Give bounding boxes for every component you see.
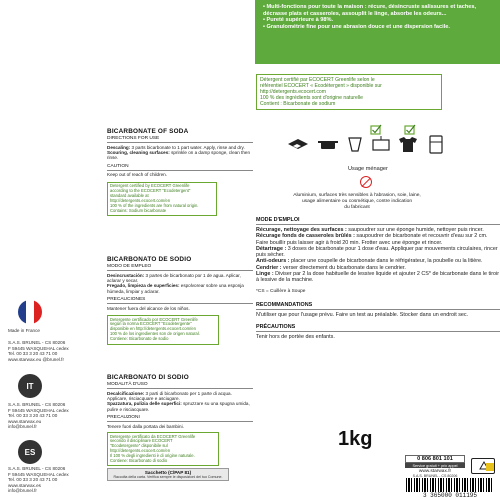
pot-icon bbox=[318, 141, 338, 149]
cert-line: 100 % of the ingredients are from natural origin. bbox=[110, 202, 199, 208]
surfaces-warning bbox=[262, 193, 452, 210]
mode-item: Détartrage : 3 doses de bicarbonate pour 1 dose d'eau. Appliquer par mouvements circulaires, rincer puis sécher. bbox=[256, 245, 498, 259]
reco-head: RECOMMANDATIONS bbox=[256, 302, 500, 310]
mode-item: Anti-odeurs : placer une coupelle de bicarbonate dans le réfrigérateur, la poubelle ou la litière. bbox=[256, 258, 483, 265]
phone-number: 0 806 801 101 bbox=[405, 455, 465, 463]
french-cert-box bbox=[256, 74, 442, 110]
italian-caution-head: PRECAUZIONI bbox=[107, 415, 253, 422]
surfaces-line: Aluminium, surfaces très sensibles à l'abrasion, soie, laine, bbox=[293, 193, 421, 198]
spanish-caution-text: Mantener fuera del alcance de los niños. bbox=[107, 305, 190, 311]
recycle-icon bbox=[471, 458, 495, 474]
prec-text: Tenir hors de portée des enfants. bbox=[256, 334, 335, 341]
english-scouring: Scouring, cleaning surfaces: sprinkle on a damp sponge, clean then rinse. bbox=[107, 149, 251, 161]
italian-descaling: Decalcificazione: 3 parti di bicarbonato per 1 parte di acqua. Applicare, risciacquare e asciugare. bbox=[107, 390, 232, 401]
address-line: Tel. 00 33 3 20 43 71 00 bbox=[8, 351, 58, 357]
italian-directions-head: MODALITÀ D'USO bbox=[107, 382, 253, 389]
cert-line: http://detergents.ecocert.com bbox=[260, 89, 326, 95]
benefits-banner bbox=[255, 0, 500, 64]
cert-line: Détergent certifié par ECOCERT Greenlife selon le bbox=[260, 77, 375, 83]
benefit-item: • Pureté supérieure à 98%. bbox=[263, 17, 334, 24]
phone-sub: Service gratuit + prix appel bbox=[405, 463, 465, 468]
it-flag-icon bbox=[18, 374, 42, 398]
english-descaling: Descaling: 3 parts bicarbonate to 1 part water. Apply, rinse and dry. bbox=[107, 144, 245, 150]
bag-label: Sacchetto (C/PAP 81) bbox=[144, 470, 192, 476]
fridge-icon bbox=[430, 136, 442, 153]
mode-item: Linge : Diviser par 2 la dose habituelle de lessive liquide et ajouter 2 CS* de bicarbonate dans le tiroir à lessive de la machine. bbox=[256, 271, 500, 284]
english-directions-head: DIRECTIONS FOR USE bbox=[107, 136, 253, 143]
spanish-caution-head: PRECAUCIONES bbox=[107, 297, 253, 304]
cert-line: Detergente certificado por ECOCERT Greenlife bbox=[110, 316, 198, 322]
cert-line: Contiene: Bicarbonato de sodio bbox=[110, 336, 169, 342]
prohibited-icon bbox=[360, 176, 372, 188]
cert-line: référentiel ECOCERT « Ecodétergent » disponible sur bbox=[260, 83, 382, 89]
cert-line: 100 % des ingrédients sont d'origine naturelle bbox=[260, 95, 363, 101]
spanish-scouring: Fregado, limpieza de superficies: espolvorear sobre una esponja húmeda, limpiar y aclarar. bbox=[107, 283, 244, 294]
benefit-item: • Granulométrie fine pour une abrasion douce et une dispersion facile. bbox=[263, 23, 450, 30]
english-caution-head: CAUTION bbox=[107, 164, 253, 171]
address-fr bbox=[8, 340, 88, 362]
flag-fr bbox=[18, 300, 42, 324]
cert-line: http://detergents.ecocert.com/en bbox=[110, 197, 171, 203]
address-line: F 59445 WASQUEHAL cedex bbox=[8, 407, 69, 413]
address-small-line: S.A.S. BRUNEL - CS 80206 bbox=[412, 474, 458, 478]
address-line: www.starwax.eu @brunel.fr bbox=[8, 356, 64, 362]
spanish-descaling: Desincrustación: 3 partes de bicarbonato por 1 de agua. Aplicar, aclarar y secar. bbox=[107, 272, 241, 283]
address-es bbox=[8, 466, 88, 494]
cert-line: Contient : Bicarbonate de sodium bbox=[260, 101, 336, 107]
reco-text: N'utiliser que pour l'usage prévu. Faire un test au préalable. Stocker dans un endroit sec. bbox=[256, 311, 469, 318]
address-line: info@brunel.fr bbox=[8, 488, 37, 494]
spanish-cert-box bbox=[107, 315, 219, 345]
italian-scouring: Spazzatura, pulizia delle superfici: spruzzare su una spugna umida, pulire e risciacquare. bbox=[107, 401, 250, 412]
address-line: S.A.S. BRUNEL - CS 80206 bbox=[8, 402, 66, 407]
italian-caution-text: Tenere fuori dalla portata dei bambini. bbox=[107, 423, 184, 429]
italian-cert-box bbox=[107, 432, 219, 466]
cert-line: Detergent certified by ECOCERT Greenlife bbox=[110, 183, 190, 189]
cert-line: según la norma ECOCERT "Ecodetergente" bbox=[110, 321, 192, 327]
surfaces-line: du fabricant bbox=[344, 204, 370, 210]
address-line: F 59445 WASQUEHAL cedex bbox=[8, 471, 69, 477]
benefits-list bbox=[255, 0, 500, 30]
address-line: www.starwax.eu bbox=[8, 418, 42, 424]
cert-line: Contains: Sodium bicarbonate bbox=[110, 207, 167, 213]
barcode-number: 3 365000 011195 bbox=[422, 492, 477, 499]
sink-icon bbox=[373, 136, 389, 150]
cert-line: http://detergents.ecocert.com/en bbox=[110, 448, 171, 454]
flag-es bbox=[18, 440, 42, 464]
english-panel bbox=[107, 128, 253, 216]
bag-recycle-box bbox=[107, 468, 229, 481]
address-line: www.starwax.es bbox=[8, 482, 41, 488]
barcode bbox=[406, 478, 494, 500]
cert-line: 100 % de los ingredientes son de origen natural. bbox=[110, 331, 200, 337]
mode-item: Cendrier : verser directement du bicarbonate dans le cendrier. bbox=[256, 264, 406, 271]
address-line: Tel. 00 33 3 20 43 71 00 bbox=[8, 413, 58, 419]
mode-head: MODE D'EMPLOI bbox=[256, 217, 500, 225]
usage-icons bbox=[285, 124, 455, 160]
flag-it bbox=[18, 374, 42, 398]
italian-panel bbox=[107, 374, 253, 481]
spanish-panel bbox=[107, 256, 253, 345]
address-line: info@brunel.fr bbox=[8, 424, 37, 430]
french-mode-section bbox=[256, 217, 500, 341]
flag-code: ES bbox=[24, 447, 36, 457]
cert-line: disponible en http://detergents.ecocert.com/en bbox=[110, 326, 196, 332]
cert-line: Detergente certificato da ECOCERT Greenlife bbox=[110, 433, 196, 439]
mode-item: Récurage, nettoyage des surfaces : saupoudrer sur une éponge humide, nettoyer puis rincer. bbox=[256, 227, 484, 233]
glass-icon bbox=[349, 138, 361, 151]
usage-icons-svg bbox=[285, 124, 455, 160]
mode-item: Récurage fonds de casseroles brûlés : saupoudrer de bicarbonate et recouvrir d'eau sur 2 cm. Faire bouillir puis laisser agir à froid 20 min. Frotter avec une éponge et rincer. bbox=[256, 233, 488, 246]
address-line: Tel. 00 33 3 20 43 71 00 bbox=[8, 477, 58, 483]
usage-label: Usage ménager bbox=[348, 166, 388, 172]
italian-title: BICARBONATO DI SODIO bbox=[107, 374, 189, 381]
cert-line: standard available at bbox=[110, 192, 149, 198]
tshirt-icon bbox=[399, 137, 417, 152]
check-icon bbox=[371, 125, 381, 134]
spanish-title: BICARBONATO DE SODIO bbox=[107, 256, 192, 263]
cert-line: according to the ECOCERT "Ecodetergent" bbox=[110, 188, 191, 194]
address-line: S.A.S. BRUNEL - CS 80206 bbox=[8, 466, 66, 471]
made-in-france: Made in France bbox=[8, 328, 40, 333]
cert-line: secondo il disciplinare ECOCERT bbox=[110, 438, 173, 444]
france-flag-icon bbox=[18, 300, 42, 324]
barcode-bars bbox=[406, 478, 494, 492]
prec-head: PRÉCAUTIONS bbox=[256, 324, 500, 332]
cert-line: Il 100 % degli ingredienti è di origine naturale. bbox=[110, 453, 195, 459]
floor-tiles-icon bbox=[288, 139, 308, 149]
english-caution-text: Keep out of reach of children. bbox=[107, 172, 168, 178]
cert-line: "Ecodetergente" disponibile sul bbox=[110, 443, 168, 449]
address-line: S.A.S. BRUNEL - CS 80206 bbox=[8, 340, 66, 345]
address-it bbox=[8, 402, 88, 430]
english-title: BICARBONATE OF SODA bbox=[107, 128, 189, 135]
check-icon bbox=[405, 125, 415, 134]
english-cert-box bbox=[107, 182, 217, 216]
net-weight: 1kg bbox=[338, 428, 373, 450]
website: www.starwax.fr bbox=[418, 469, 452, 474]
spanish-directions-head: MODO DE EMPLEO bbox=[107, 264, 253, 271]
surfaces-line: usage alimentaire ou cosmétique, contre indication bbox=[301, 198, 413, 204]
cert-line: Contiene: Bicarbonato di sodio bbox=[110, 458, 168, 464]
flag-code: IT bbox=[26, 381, 34, 391]
benefit-item: • Multi-fonctions pour toute la maison : récure, désincruste salissures et taches, décrasse plats et casseroles, assouplit le linge, absorbe les odeurs... bbox=[263, 4, 477, 17]
es-flag-icon bbox=[18, 440, 42, 464]
bag-note: Raccolta della carta. Verifica sempre le disposizioni del tuo Comune. bbox=[113, 475, 223, 480]
footnote: *CS = Cuillère à Soupe bbox=[256, 288, 306, 294]
address-line: F 59445 WASQUEHAL cedex bbox=[8, 345, 69, 351]
